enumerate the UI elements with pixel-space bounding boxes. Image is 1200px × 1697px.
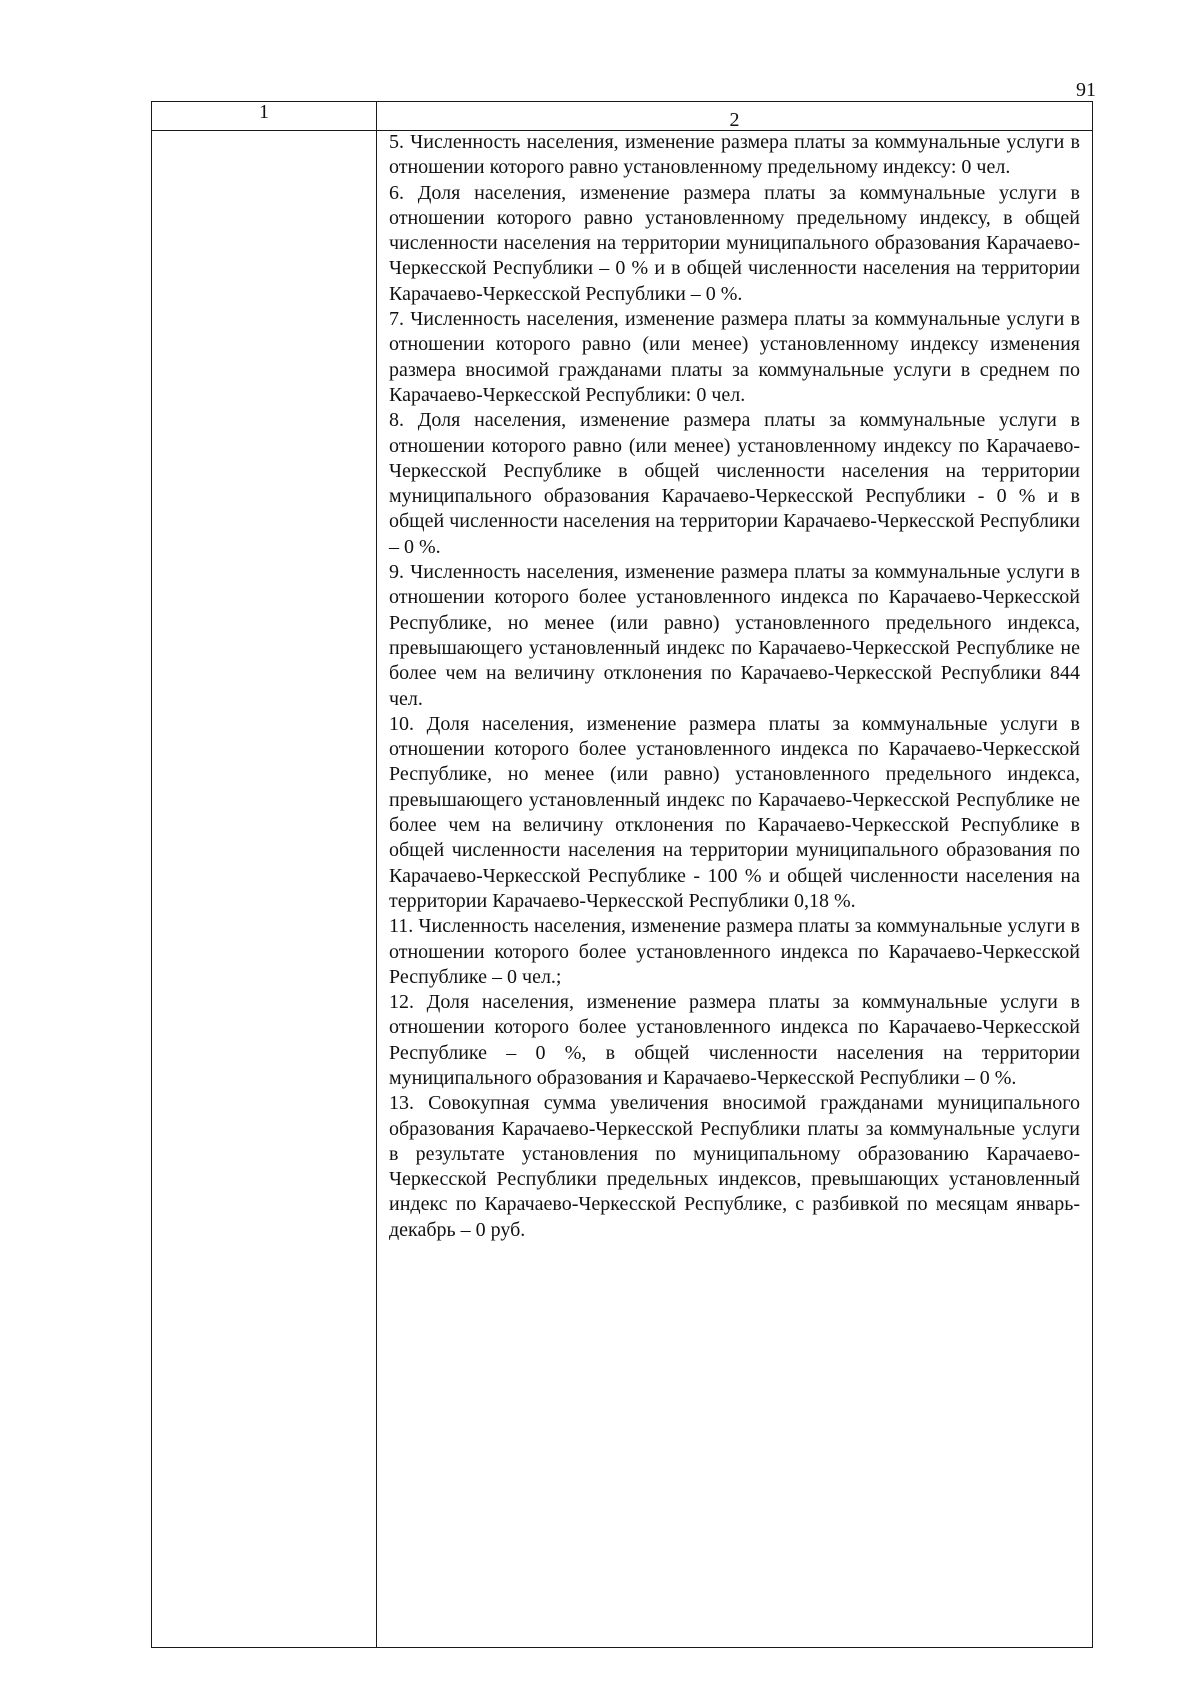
list-item-10: 10. Доля населения, изменение размера платы за коммунальные услуги в отношении которого более установленного индекса по Карачаево-Черкесской Республике, но менее (или равно) установленного предельного индекса, превышающего установленный индекс по Карачаево-Черкесской Республике не более чем на величину отклонения по Карачаево-Черкесской Республике в общей численности населения на территории муниципального образования по Карачаево-Черкесской Республике - 100 % и общей численности населения на территории Карачаево-Черкесской Республики 0,18 %. [389, 712, 1080, 912]
list-item-6: 6. Доля населения, изменение размера платы за коммунальные услуги в отношении которого равно установленному предельному индексу, в общей численности населения на территории муниципального образования Карачаево-Черкесской Республики – 0 % и в общей численности населения на территории Карачаево-Черкесской Республики – 0 %. [389, 181, 1080, 305]
list-item-12: 12. Доля населения, изменение размера платы за коммунальные услуги в отношении которого более установленного индекса по Карачаево-Черкесской Республике – 0 %, в общей численности населения на территории муниципального образования и Карачаево-Черкесской Республики – 0 %. [389, 991, 1080, 1089]
list-item-8: 8. Доля населения, изменение размера платы за коммунальные услуги в отношении которого равно (или менее) установленному индексу по Карачаево-Черкесской Республике в общей численности населения на территории муниципального образования Карачаево-Черкесской Республики - 0 % и в общей численности населения на территории Карачаево-Черкесской Республики – 0 %. [389, 409, 1080, 558]
column-divider [376, 102, 377, 1647]
content-cell [389, 130, 1080, 1243]
header-cell-column-2: 2 [729, 109, 740, 131]
header-cell-column-1: 1 [259, 101, 269, 123]
document-table [151, 101, 1093, 1648]
list-item-11: 11. Численность населения, изменение размера платы за коммунальные услуги в отношении которого более установленного индекса по Карачаево-Черкесской Республике – 0 чел.; [389, 915, 1080, 988]
list-item-5: 5. Численность населения, изменение размера платы за коммунальные услуги в отношении которого равно установленному предельному индексу: 0 чел. [389, 131, 1080, 179]
list-item-13: 13. Совокупная сумма увеличения вносимой гражданами муниципального образования Карачаево-Черкесской Республики платы за коммунальные услуги в результате установления по муниципальному образованию Карачаево-Черкесской Республики предельных индексов, превышающих установленный индекс по Карачаево-Черкесской Республике, с разбивкой по месяцам январь-декабрь – 0 руб. [389, 1092, 1080, 1241]
list-item-7: 7. Численность населения, изменение размера платы за коммунальные услуги в отношении которого равно (или менее) установленному индексу изменения размера вносимой гражданами платы за коммунальные услуги в среднем по Карачаево-Черкесской Республики: 0 чел. [389, 308, 1080, 406]
table-header-row [152, 102, 1092, 131]
page-number: 91 [1076, 79, 1096, 101]
list-item-9: 9. Численность населения, изменение размера платы за коммунальные услуги в отношении которого более установленного индекса по Карачаево-Черкесской Республике, но менее (или равно) установленного предельного индекса, превышающего установленный индекс по Карачаево-Черкесской Республике не более чем на величину отклонения по Карачаево-Черкесской Республики 844 чел. [389, 561, 1080, 710]
